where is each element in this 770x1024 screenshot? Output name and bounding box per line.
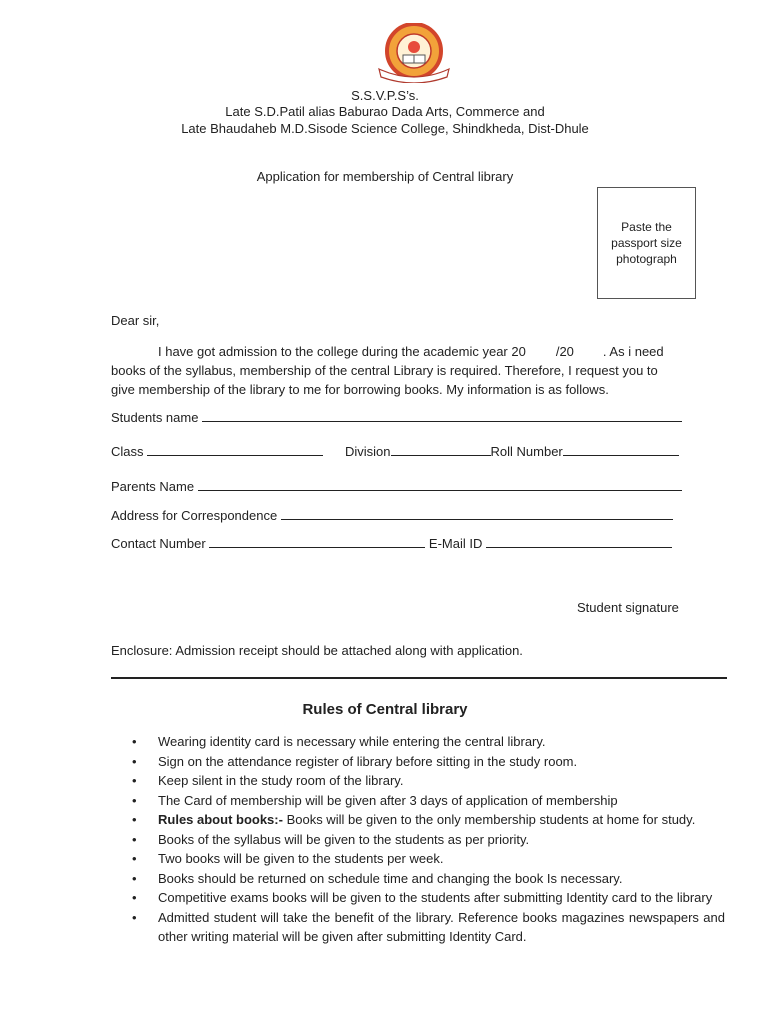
rule-item-text: Keep silent in the study room of the library. — [158, 773, 404, 788]
enclosure-note: Enclosure: Admission receipt should be attached along with application. — [111, 643, 523, 658]
bullet-icon: • — [132, 909, 137, 925]
rule-item — [111, 732, 725, 752]
section-divider — [111, 677, 727, 679]
division-blank[interactable] — [391, 443, 491, 456]
contact-blank[interactable] — [209, 535, 425, 548]
para1-b: /20 — [555, 344, 574, 359]
address-blank[interactable] — [281, 507, 673, 520]
bullet-icon: • — [132, 851, 137, 866]
bullet-icon: • — [132, 890, 137, 905]
student-signature: Student signature — [577, 600, 679, 615]
rule-item-text: Two books will be given to the students per week. — [158, 851, 444, 866]
rule-item — [111, 908, 725, 947]
form-title: Application for membership of Central library — [256, 169, 514, 184]
rule-item-text: Books will be given to the only membership students at home for study. — [282, 812, 696, 827]
photo-box-line3: photograph — [616, 252, 677, 266]
bullet-icon: • — [132, 870, 137, 886]
para1-a: I have got admission to the college during the academic year 20 — [158, 344, 526, 359]
rule-item — [111, 810, 725, 830]
contact-field — [111, 535, 672, 551]
rule-item — [111, 771, 725, 791]
photo-box-line1: Paste the — [621, 220, 672, 234]
rule-item-text: Books of the syllabus will be given to the students as per priority. — [158, 831, 530, 847]
rule-item — [111, 888, 725, 908]
bullet-icon: • — [132, 792, 137, 808]
rule-item — [111, 869, 725, 889]
rule-item-text: Books should be returned on schedule time and changing the book Is necessary. — [158, 870, 623, 886]
passport-photo-box — [597, 187, 696, 299]
org-name: S.S.V.P.S’s. — [351, 88, 419, 103]
class-field — [111, 443, 323, 459]
email-blank[interactable] — [486, 535, 672, 548]
rules-list — [111, 732, 725, 947]
bullet-icon: • — [132, 773, 137, 788]
rule-item — [111, 791, 725, 811]
class-blank[interactable] — [147, 443, 323, 456]
parents-name-field — [111, 478, 682, 494]
address-label: Address for Correspondence — [111, 508, 278, 523]
bullet-icon: • — [132, 831, 137, 847]
parents-name-label: Parents Name — [111, 479, 195, 494]
address-field — [111, 507, 673, 523]
parents-name-blank[interactable] — [198, 478, 682, 491]
rule-item — [111, 830, 725, 850]
class-label: Class — [111, 444, 144, 459]
rule-item-text: The Card of membership will be given after 3 days of application of membership — [158, 792, 618, 808]
division-field — [345, 443, 679, 459]
rule-item-bold: Rules about books:- — [158, 812, 283, 827]
letter-paragraph-line2: books of the syllabus, membership of the central Library is required. Therefore, I request you to — [111, 363, 658, 378]
division-label: Division — [345, 444, 391, 459]
student-name-label: Students name — [111, 410, 199, 425]
bullet-icon: • — [132, 753, 137, 769]
salutation: Dear sir, — [111, 313, 160, 328]
college-name-line1: Late S.D.Patil alias Baburao Dada Arts, Commerce and — [225, 104, 545, 119]
rule-item — [111, 849, 725, 869]
rules-title: Rules of Central library — [302, 701, 468, 718]
email-label: E-Mail ID — [428, 536, 483, 551]
rule-item-text: Sign on the attendance register of library before sitting in the study room. — [158, 753, 578, 769]
rule-item-text: Wearing identity card is necessary while entering the central library. — [158, 734, 546, 749]
student-name-field — [111, 409, 682, 425]
photo-box-line2: passport size — [611, 236, 682, 250]
rule-item-text: Admitted student will take the benefit of the library. Reference books magazines newspapers and other writing material will be given after submitting Identity Card. — [158, 909, 725, 944]
college-emblem-icon — [373, 23, 455, 83]
letter-paragraph-line1 — [111, 342, 725, 361]
bullet-icon: • — [132, 734, 137, 749]
college-name-line2: Late Bhaudaheb M.D.Sisode Science College, Shindkheda, Dist-Dhule — [181, 121, 589, 136]
para1-c: . As i need — [602, 344, 664, 359]
roll-number-blank[interactable] — [563, 443, 679, 456]
rule-item — [111, 752, 725, 772]
letter-paragraph-line3: give membership of the library to me for borrowing books. My information is as follows. — [111, 382, 609, 397]
rule-item-text: Competitive exams books will be given to the students after submitting Identity card to the library — [158, 890, 713, 905]
student-name-blank[interactable] — [202, 409, 682, 422]
bullet-icon: • — [132, 812, 137, 827]
contact-label: Contact Number — [111, 536, 206, 551]
roll-number-label: Roll Number — [490, 444, 563, 459]
